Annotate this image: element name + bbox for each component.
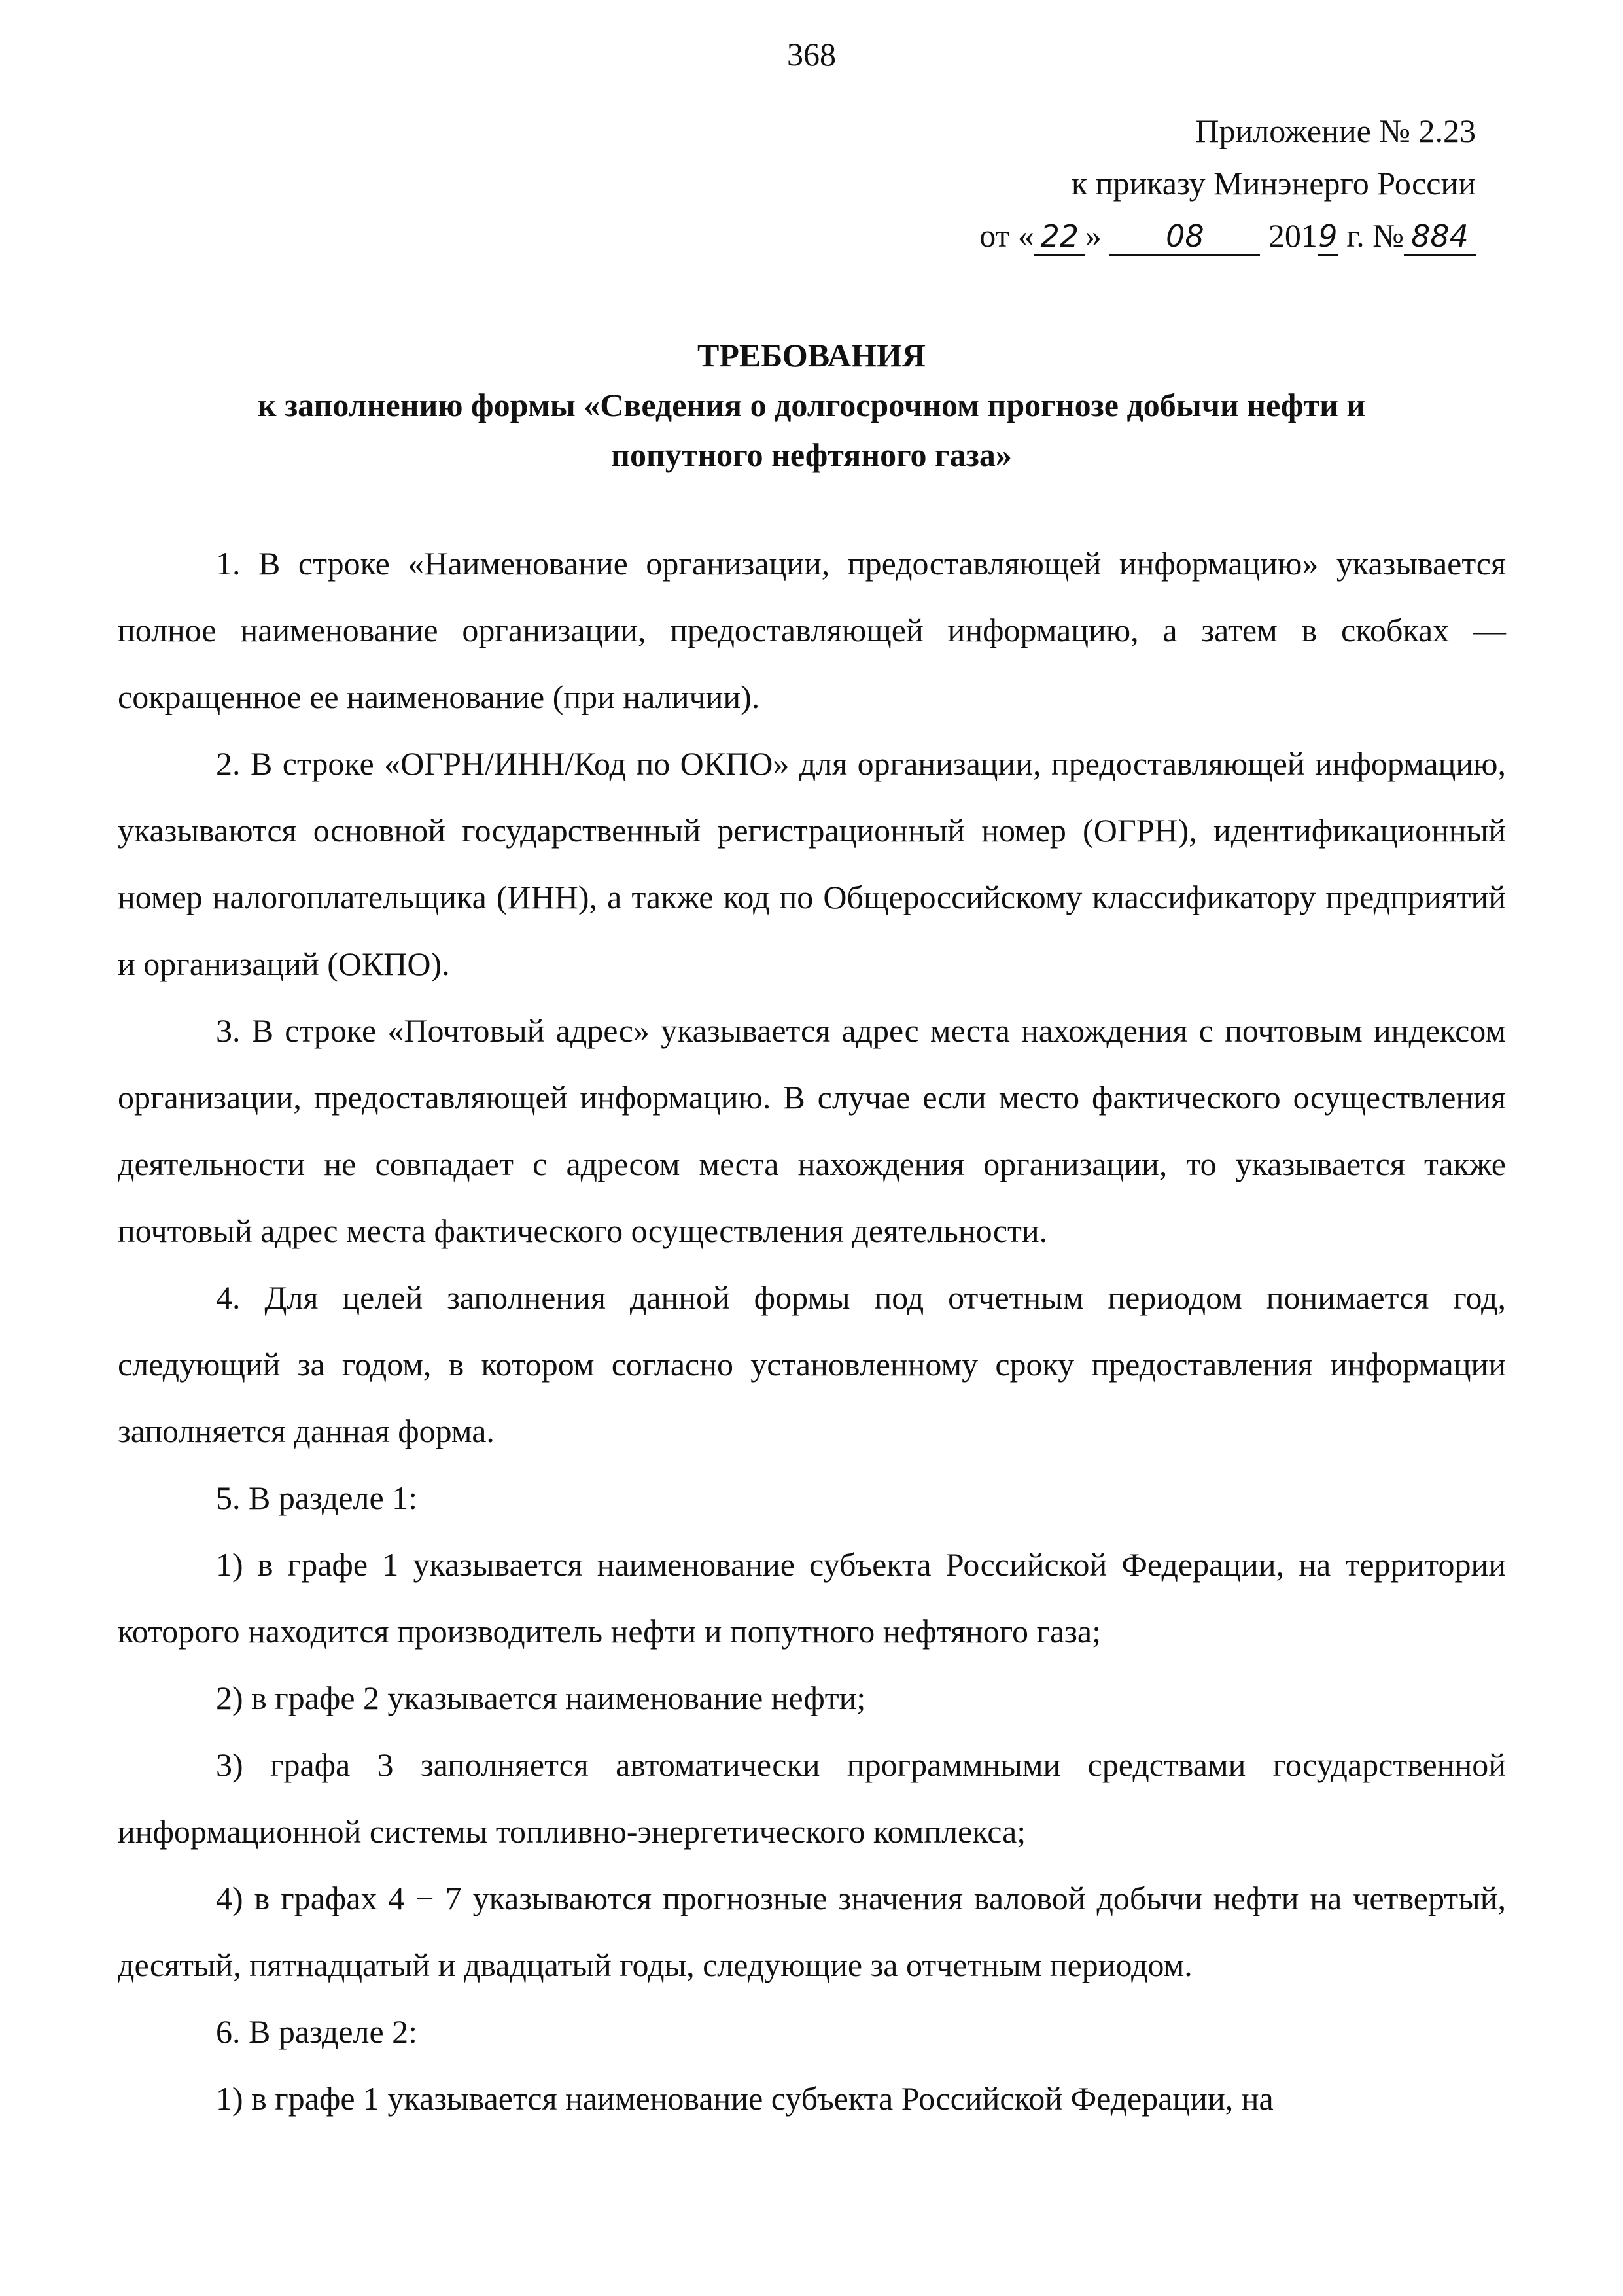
- order-number-blank: [1404, 218, 1476, 256]
- paragraph-3: 3. В строке «Почтовый адрес» указывается адрес места нахождения с почтовым индексом организации, предоставляющей информацию. В случае если место фактического осуществления деятельности не совпадает с адресом места нахождения организации, то указывается также почтовый адрес места фактического осуществления деятельности.: [118, 1012, 1506, 1249]
- section-1-item-2: 2) в графе 2 указывается наименование нефти;: [216, 1680, 866, 1716]
- date-mid: »: [1085, 217, 1102, 254]
- date-year-blank: [1318, 218, 1338, 256]
- appendix-date-line: [822, 209, 1476, 262]
- paragraph-2: 2. В строке «ОГРН/ИНН/Код по ОКПО» для организации, предоставляющей информацию, указываются основной государственный регистрационный номер (ОГРН), идентификационный номер налогоплательщика (ИНН), а также код по Общероссийскому классификатору предприятий и организаций (ОКПО).: [118, 745, 1506, 982]
- document-heading: [118, 330, 1505, 480]
- section-1-item-1: 1) в графе 1 указывается наименование субъекта Российской Федерации, на территории которого находится производитель нефти и попутного нефтяного газа;: [118, 1546, 1506, 1650]
- date-month-blank: [1109, 218, 1260, 256]
- section-1-item-4: 4) в графах 4 − 7 указываются прогнозные значения валовой добычи нефти на четвертый, десятый, пятнадцатый и двадцатый годы, следующие за отчетным периодом.: [118, 1880, 1506, 1983]
- heading-title: ТРЕБОВАНИЯ: [697, 337, 926, 374]
- section-2-heading: 6. В разделе 2:: [216, 2013, 418, 2050]
- appendix-title: Приложение № 2.23: [1195, 113, 1476, 149]
- order-number-handwritten: 884: [1411, 219, 1469, 254]
- document-body: [118, 530, 1506, 2132]
- page-number: 368: [787, 36, 836, 73]
- date-day-blank: [1034, 218, 1085, 256]
- paragraph-4: 4. Для целей заполнения данной формы под отчетным периодом понимается год, следующий за годом, в котором согласно установленному сроку предоставления информации заполняется данная форма.: [118, 1279, 1506, 1449]
- heading-subtitle-line1: к заполнению формы «Сведения о долгосрочном прогнозе добычи нефти и: [257, 387, 1366, 423]
- section-2-item-1: 1) в графе 1 указывается наименование субъекта Российской Федерации, на: [216, 2080, 1274, 2117]
- date-month-handwritten: 08: [1166, 219, 1204, 254]
- section-1-item-3: 3) графа 3 заполняется автоматически программными средствами государственной информационной системы топливно-энергетического комплекса;: [118, 1746, 1506, 1850]
- date-prefix: от «: [979, 217, 1034, 254]
- date-year-suffix: г. №: [1338, 217, 1404, 254]
- heading-subtitle-line2: попутного нефтяного газа»: [611, 436, 1012, 473]
- appendix-order-ref: к приказу Минэнерго России: [1071, 165, 1476, 202]
- section-1-heading: 5. В разделе 1:: [216, 1479, 418, 1516]
- appendix-header: [822, 105, 1476, 262]
- date-year-prefix: 201: [1268, 217, 1318, 254]
- paragraph-1: 1. В строке «Наименование организации, предоставляющей информацию» указывается полное наименование организации, предоставляющей информацию, а затем в скобках — сокращенное ее наименование (при наличии).: [118, 545, 1506, 715]
- date-day-handwritten: 22: [1040, 219, 1079, 254]
- date-year-handwritten: 9: [1318, 219, 1338, 254]
